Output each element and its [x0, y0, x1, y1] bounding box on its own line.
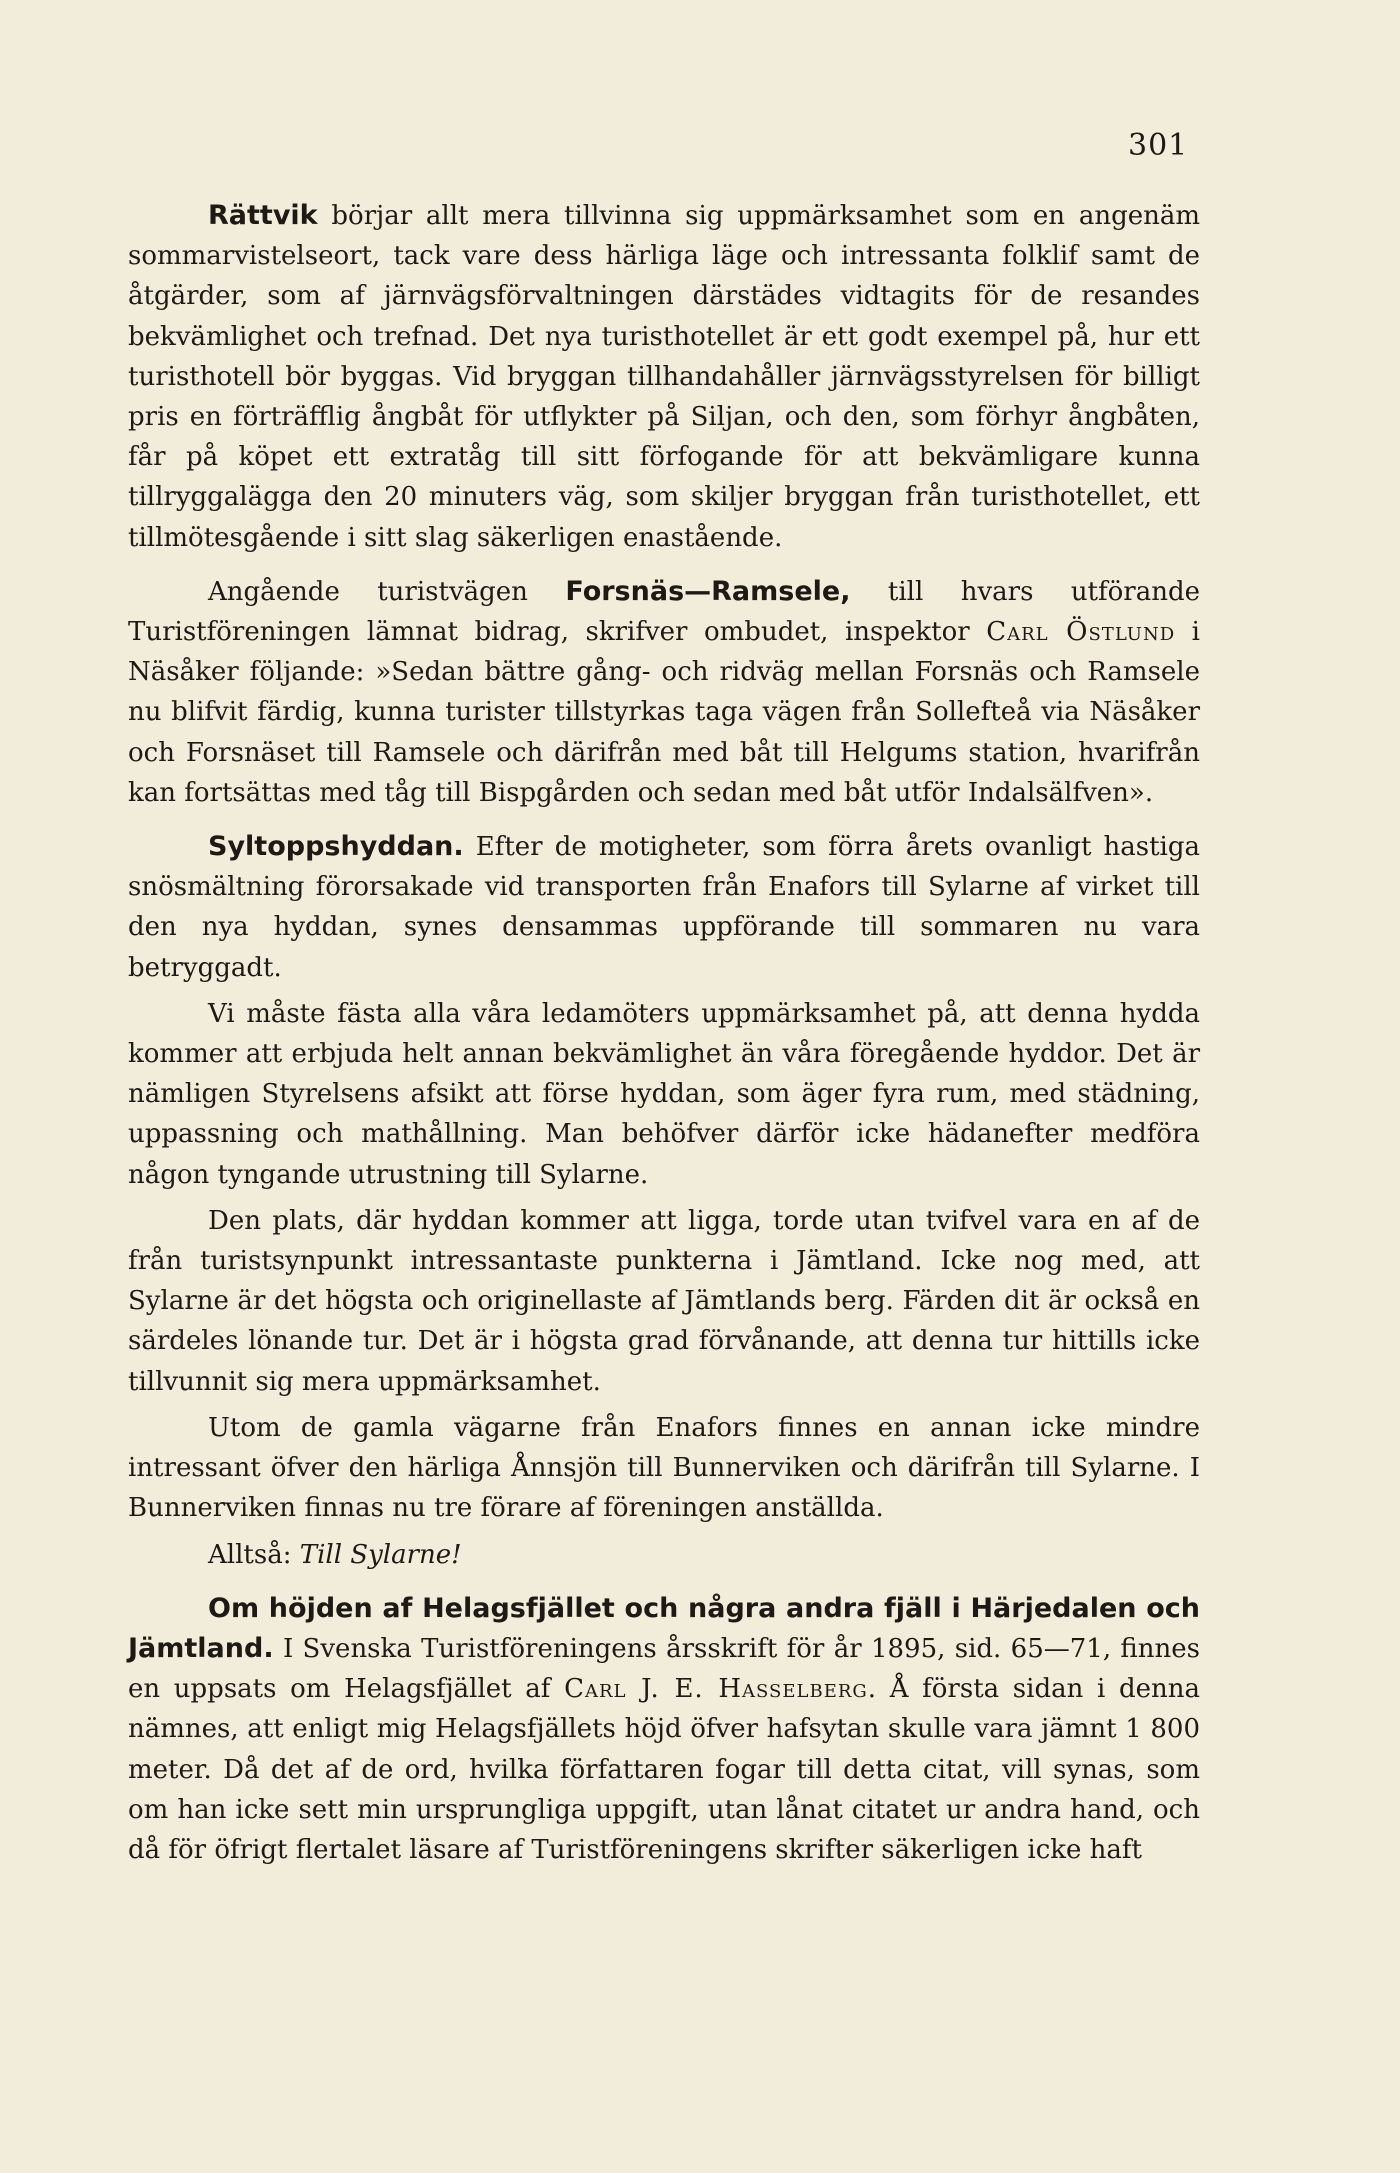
paragraph-hydda-bekvamlighet: Vi måste fästa alla våra ledamöters uppmärksamhet på, att denna hydda kommer att erbjuda helt annan bekvämlighet än våra föregående hyddor. Det är nämligen Styrelsens afsikt att förse hyddan, som äger fyra rum, med städning, uppassning och mathållning. Man behöfver därför icke hädanefter medföra någon tyngande utrustning till Sylarne.: [128, 998, 1200, 1190]
paragraph-lead: Alltså:: [208, 1539, 300, 1570]
person-name: Carl J. E. Hasselberg: [564, 1674, 868, 1705]
body-text: [128, 196, 1200, 1876]
paragraph-heading: Syltoppshyddan.: [208, 831, 464, 863]
paragraph-heading: Rättvik: [208, 200, 318, 231]
paragraph-rattvik: [128, 196, 1200, 558]
paragraph-text: till hvars utförande Turistföreningen lämnat bidrag, skrifver ombudet, inspektor: [128, 576, 1200, 648]
paragraph-text: I Svenska Turistföreningens årsskrift för år 1895, sid. 65—71, finnes en uppsats om Helagsfjället af: [128, 1633, 1200, 1705]
paragraph-syltoppshyddan: [128, 827, 1200, 988]
person-name: Carl Östlund: [986, 617, 1176, 648]
paragraph-vagarne: Utom de gamla vägarne från Enafors finnes en annan icke mindre intressant öfver den härliga Ånnsjön till Bunnerviken och därifrån till Sylarne. I Bunnerviken finnas nu tre förare af föreningen anställda.: [128, 1412, 1200, 1524]
paragraph-heading: Om höjden af Helagsfjället och några andra fjäll i Härjedalen och Jämtland.: [128, 1592, 1200, 1664]
paragraph-alltsa: [128, 1535, 1200, 1575]
paragraph-lead: Angående turistvägen: [208, 576, 566, 607]
paragraph-text: . Å första sidan i denna nämnes, att enligt mig Helagsfjällets höjd öfver hafsytan skulle vara jämnt 1 800 meter. Då det af de ord, hvilka författaren fogar till detta citat, vill synas, som om han icke sett min ursprungliga uppgift, utan lånat citatet ur andra hand, och då för öfrigt flertalet läsare af Turistföreningens skrifter säkerligen icke haft: [128, 1674, 1201, 1865]
paragraph-forsnas-ramsele: [128, 572, 1200, 813]
paragraph-heading: Forsnäs—Ramsele,: [565, 575, 851, 607]
italic-exclamation: Till Sylarne!: [299, 1539, 462, 1570]
paragraph-text: i Näsåker följande: »Sedan bättre gång- och ridväg mellan Forsnäs och Ramsele nu blifvit färdig, kunna turister tillstyrkas taga vägen från Sollefteå via Näsåker och Forsnäset till Ramsele och därifrån med båt till Helgums station, hvarifrån kan fortsättas med tåg till Bispgården och sedan med båt utför Indalsälfven».: [128, 617, 1200, 808]
page-number: 301: [1128, 128, 1189, 163]
paragraph-platsen: Den plats, där hyddan kommer att ligga, torde utan tvifvel vara en af de från turistsynpunkt intressantaste punkterna i Jämtland. Icke nog med, att Sylarne är det högsta och originellaste af Jämtlands berg. Färden dit är också en särdeles lönande tur. Det är i högsta grad förvånande, att denna tur hittills icke tillvunnit sig mera uppmärksamhet.: [128, 1205, 1200, 1397]
paragraph-text: börjar allt mera tillvinna sig uppmärksamhet som en angenäm sommarvistelseort, tack vare dess härliga läge och intressanta folklif samt de åtgärder, som af järnvägsförvaltningen därstädes vidtagits för de resandes bekvämlighet och trefnad. Det nya turisthotellet är ett godt exempel på, hur ett turisthotell bör byggas. Vid bryggan tillhandahåller järnvägsstyrelsen för billigt pris en förträfflig ångbåt för utflykter på Siljan, och den, som förhyr ångbåten, får på köpet ett extratåg till sitt förfogande för att bekvämligare kunna tillryggalägga den 20 minuters väg, som skiljer bryggan från turisthotellet, ett tillmötesgående i sitt slag säkerligen enastående.: [128, 201, 1200, 553]
paragraph-helagsfjallet: [128, 1589, 1200, 1870]
paragraph-text: Efter de motigheter, som förra årets ovanligt hastiga snösmältning förorsakade vid transporten från Enafors till Sylarne af virket till den nya hyddan, synes densammas uppförande till sommaren nu vara betryggadt.: [128, 832, 1200, 983]
